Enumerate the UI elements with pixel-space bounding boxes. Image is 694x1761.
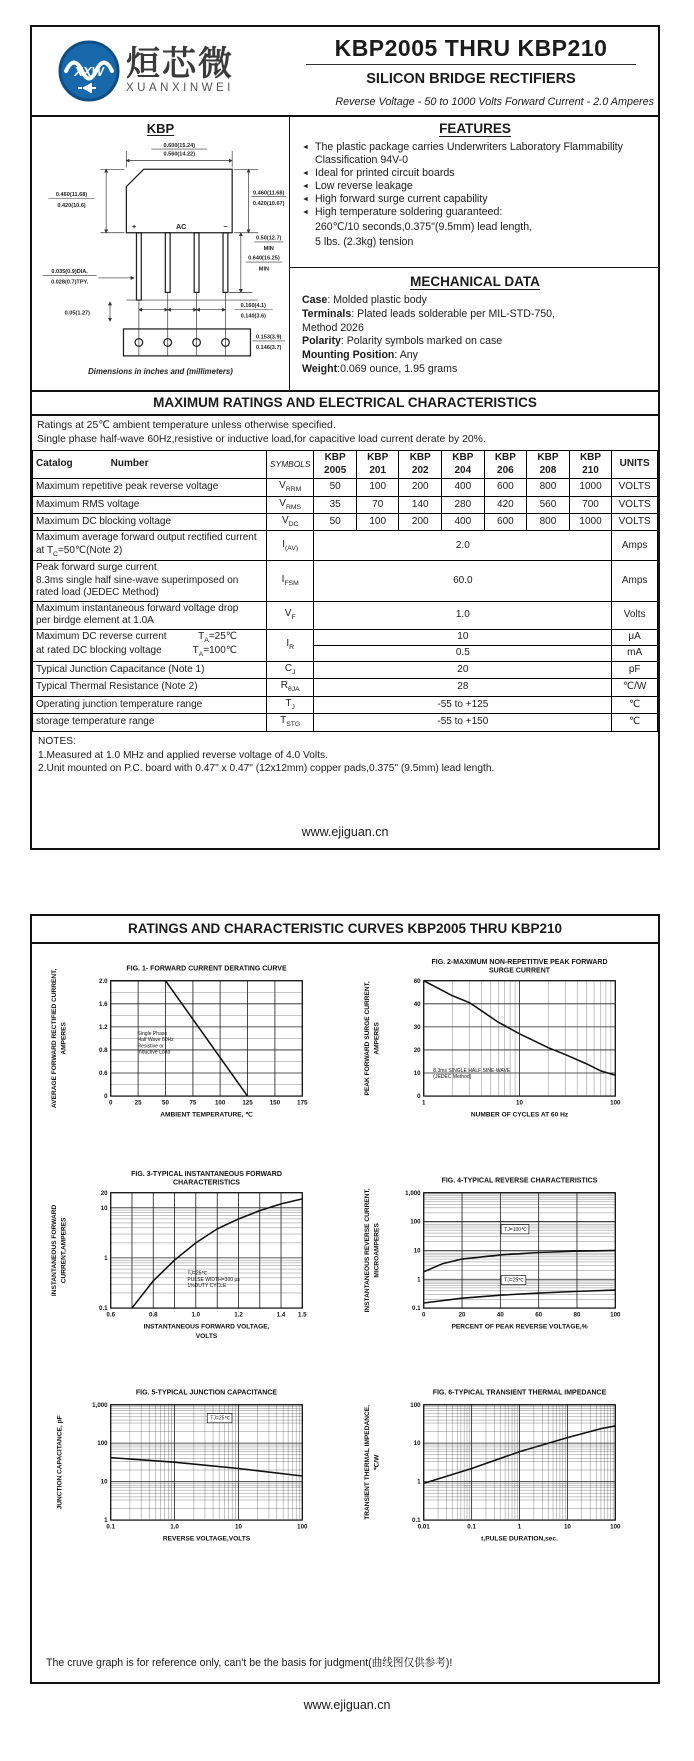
row-label: Peak forward surge current 8.3ms single half sine-wave superimposed on rated load (JEDEC Method) [33, 561, 267, 602]
svg-text:t,PULSE DURATION,sec.: t,PULSE DURATION,sec. [480, 1535, 558, 1543]
cell-value: 70 [356, 496, 399, 513]
arrow-bullet-icon: ◄ [302, 144, 309, 151]
row-label: Maximum RMS voltage [33, 496, 267, 513]
lead-1 [136, 233, 141, 300]
svg-text:1.5: 1.5 [297, 1311, 307, 1319]
cell-value: 700 [569, 496, 612, 513]
lead-4 [223, 233, 228, 293]
mechanical-data-section [290, 268, 658, 390]
svg-text:0.1: 0.1 [98, 1305, 108, 1313]
minus-terminal-mark: − [222, 221, 228, 231]
svg-text:25: 25 [134, 1099, 142, 1107]
svg-text:0.1: 0.1 [105, 1523, 115, 1531]
svg-text:INSTANTANEOUS FORWARD: INSTANTANEOUS FORWARD [50, 1204, 58, 1297]
feature-item: ◄ Ideal for printed circuit boards [302, 166, 455, 179]
svg-text:60: 60 [534, 1311, 542, 1319]
svg-text:100: 100 [214, 1099, 225, 1107]
svg-text:TJ=100℃: TJ=100℃ [503, 1226, 527, 1233]
svg-text:FIG. 4-TYPICAL REVERSE CHARACT: FIG. 4-TYPICAL REVERSE CHARACTERISTICS [441, 1177, 597, 1185]
svg-text:AMPERES: AMPERES [372, 1022, 380, 1055]
svg-text:0.8: 0.8 [98, 1046, 108, 1054]
cell-value: 100 [356, 479, 399, 496]
features-list [302, 141, 648, 219]
svg-text:100: 100 [609, 1311, 620, 1319]
row-label: Maximum DC blocking voltage [33, 514, 267, 531]
dim-right-height-max: 0.460(11.68) [252, 190, 284, 197]
ratings-tagline: Reverse Voltage - 50 to 1000 Volts Forward Current - 2.0 Amperes [335, 96, 654, 108]
figure-1-derating-curve [46, 956, 332, 1162]
ratings-condition-line1: Ratings at 25℃ ambient temperature unless otherwise specified. [37, 420, 336, 431]
svg-text:60: 60 [413, 977, 421, 985]
part-column-header: KBP 206 [484, 451, 527, 479]
svg-text:TRANSIENT THERMAL IMPEDANCE,: TRANSIENT THERMAL IMPEDANCE, [363, 1405, 371, 1520]
svg-text:AVERAGE FORWARD RECTIFIED CURR: AVERAGE FORWARD RECTIFIED CURRENT, [50, 968, 58, 1109]
cell-unit: ℃ [612, 714, 658, 731]
svg-text:XXW: XXW [74, 64, 104, 79]
svg-text:(JEDEC Method): (JEDEC Method) [432, 1074, 471, 1081]
svg-text:AMPERES: AMPERES [59, 1022, 67, 1055]
svg-text:REVERSE VOLTAGE,VOLTS: REVERSE VOLTAGE,VOLTS [162, 1535, 250, 1543]
svg-text:MICROAMPERES: MICROAMPERES [372, 1223, 380, 1278]
soldering-note-line2: 5 lbs. (2.3kg) tension [315, 235, 414, 248]
svg-text:175: 175 [296, 1099, 307, 1107]
title-block [284, 27, 658, 115]
svg-text:0.6: 0.6 [105, 1311, 115, 1319]
cell-unit: ℃ [612, 696, 658, 713]
logo-chinese-name: 烜芯微 [126, 45, 234, 84]
table-row [33, 629, 658, 645]
cell-value: 400 [442, 514, 485, 531]
svg-text:20: 20 [413, 1046, 421, 1054]
dim-lead-length-min-label: MIN [258, 266, 269, 273]
cell-value: 1000 [569, 479, 612, 496]
symbols-header: SYMBOLS [267, 451, 314, 479]
svg-text:1: 1 [416, 1276, 421, 1284]
figure-4-reverse-characteristics [359, 1168, 645, 1374]
svg-text:PULSE WIDTH=300 μs: PULSE WIDTH=300 μs [186, 1276, 240, 1283]
table-row [33, 496, 658, 513]
dim-lead-diameter-typ: 0.028(0.7)TPY. [50, 279, 88, 286]
row-symbol: $I_R$ [267, 629, 314, 661]
svg-text:20: 20 [458, 1311, 465, 1319]
table-row [33, 514, 658, 531]
svg-text:FIG. 1- FORWARD CURRENT DERATI: FIG. 1- FORWARD CURRENT DERATING CURVE [125, 965, 287, 973]
row-symbol: $T_J$ [267, 696, 314, 713]
svg-text:100: 100 [609, 1523, 620, 1531]
cell-unit: pF [612, 661, 658, 678]
svg-text:FIG. 2-MAXIMUM NON-REPETITIVE: FIG. 2-MAXIMUM NON-REPETITIVE PEAK FORWARD [430, 959, 608, 967]
svg-text:Single Phase: Single Phase [137, 1030, 167, 1037]
svg-text:1: 1 [421, 1099, 425, 1107]
mech-row: Case: Molded plastic body [302, 294, 427, 306]
mech-row: Terminals: Plated leads solderable per MIL-STD-750, [302, 307, 556, 320]
svg-text:1: 1 [103, 1254, 108, 1262]
mech-row: Method 2026 [302, 321, 364, 334]
svg-text:1.4: 1.4 [276, 1311, 285, 1319]
dimension-caption: Dimensions in inches and (millimeters) [88, 367, 233, 376]
svg-text:CURRENT,AMPERES: CURRENT,AMPERES [59, 1217, 67, 1284]
svg-text:75: 75 [188, 1099, 196, 1107]
units-header: UNITS [612, 451, 658, 479]
figure-2-surge-current [359, 956, 645, 1162]
notes-section [32, 732, 658, 776]
dim-lead-pitch-max: 0.160(4.1) [240, 302, 266, 309]
dim-left-height-min: 0.420(10.6) [56, 202, 86, 209]
plus-terminal-mark: + [131, 221, 136, 231]
row-symbol: $V_{DC}$ [267, 514, 314, 531]
figure-grid [32, 944, 658, 1586]
cell-unit: Amps [612, 561, 658, 602]
cell-value: 200 [399, 514, 442, 531]
cell-unit: Amps [612, 531, 658, 561]
cell-unit: Volts [612, 601, 658, 629]
lead-2 [165, 233, 170, 293]
features-section [290, 117, 658, 268]
row-symbol: $I_{FSM}$ [267, 561, 314, 602]
svg-text:INSTANTANEOUS FORWARD VOLTAGE,: INSTANTANEOUS FORWARD VOLTAGE, [143, 1323, 269, 1331]
feature-item: ◄ Low reverse leakage [302, 179, 413, 192]
svg-text:TJ=25℃: TJ=25℃ [186, 1270, 207, 1277]
cell-unit: VOLTS [612, 514, 658, 531]
table-header-row [33, 451, 658, 479]
package-outline-section [32, 117, 290, 390]
cell-unit: VOLTS [612, 479, 658, 496]
dim-top-width-min: 0.560(14.22) [163, 151, 195, 158]
svg-text:10: 10 [234, 1523, 242, 1531]
arrow-bullet-icon: ◄ [302, 208, 309, 216]
dim-lead-diameter: 0.035(0.9)DIA. [50, 269, 88, 276]
svg-text:20: 20 [100, 1189, 108, 1197]
row-symbol: $R_{\theta JA}$ [267, 679, 314, 696]
dim-right-min: 0.50(12.7) [255, 235, 281, 242]
row-symbol: $V_{RMS}$ [267, 496, 314, 513]
reference-disclaimer: The cruve graph is for reference only, can't be the basis for judgment(曲线图仅供参考)! [46, 1657, 453, 1669]
svg-text:30: 30 [413, 1023, 421, 1031]
cell-value: 28 [314, 679, 612, 696]
svg-text:TJ=25℃: TJ=25℃ [209, 1415, 230, 1422]
features-title: FEATURES [439, 121, 511, 136]
table-row [33, 561, 658, 602]
part-column-header: KBP 204 [442, 451, 485, 479]
svg-text:0: 0 [421, 1311, 425, 1319]
note-2: 2.Unit mounted on P.C. board with 0.47" x 0.47" (12x12mm) copper pads,0.375" (9.5mm) lead length. [38, 763, 495, 775]
svg-text:AMBIENT TEMPERATURE, ℃: AMBIENT TEMPERATURE, ℃ [159, 1111, 253, 1119]
website-link: www.ejiguan.cn [303, 1698, 391, 1712]
svg-text:0.1: 0.1 [466, 1523, 476, 1531]
row-symbol: $C_J$ [267, 661, 314, 678]
datasheet-page-2 [30, 914, 660, 1684]
row-label: Maximum repetitive peak reverse voltage [33, 479, 267, 496]
cell-value: 400 [442, 479, 485, 496]
row-label: Operating junction temperature range [33, 696, 267, 713]
row-symbol: $I_{(AV)}$ [267, 531, 314, 561]
svg-text:JUNCTION CAPACITANCE, pF: JUNCTION CAPACITANCE, pF [55, 1415, 63, 1510]
cell-unit: mA [612, 645, 658, 661]
part-column-header: KBP 202 [399, 451, 442, 479]
svg-text:PEAK FORWARD SURGE CURRENT,: PEAK FORWARD SURGE CURRENT, [363, 981, 371, 1096]
svg-text:1.0: 1.0 [169, 1523, 179, 1531]
cell-value: 60.0 [314, 561, 612, 602]
dim-hole-min: 0.146(3.7) [255, 345, 281, 352]
catalog-number-header: Catalog Number [33, 451, 267, 479]
cell-value: 800 [527, 514, 570, 531]
svg-text:FIG. 3-TYPICAL INSTANTANEOUS F: FIG. 3-TYPICAL INSTANTANEOUS FORWARD [130, 1171, 282, 1179]
svg-text:INSTANTANEOUS REVERSE CURRENT,: INSTANTANEOUS REVERSE CURRENT, [363, 1188, 371, 1313]
svg-text:0.1: 0.1 [411, 1517, 421, 1525]
row-label: storage temperature range [33, 714, 267, 731]
cell-value: 800 [527, 479, 570, 496]
arrow-bullet-icon: ◄ [302, 182, 309, 190]
dim-top-width-max: 0.600(15.24) [163, 143, 195, 150]
cell-value: 200 [399, 479, 442, 496]
svg-text:100: 100 [296, 1523, 307, 1531]
package-name: KBP [146, 121, 175, 136]
svg-text:1: 1 [416, 1478, 421, 1486]
svg-text:0: 0 [103, 1093, 108, 1101]
company-logo [32, 27, 284, 115]
row-label: Typical Thermal Resistance (Note 2) [33, 679, 267, 696]
cell-value: 1.0 [314, 601, 612, 629]
svg-text:0: 0 [108, 1099, 112, 1107]
svg-text:100: 100 [96, 1440, 108, 1448]
svg-text:1.2: 1.2 [233, 1311, 243, 1319]
ratings-conditions [32, 416, 658, 450]
table-row [33, 601, 658, 629]
svg-text:1%DUTY CYCLE: 1%DUTY CYCLE [186, 1282, 226, 1289]
svg-text:VOLTS: VOLTS [195, 1332, 217, 1340]
table-row [33, 661, 658, 678]
figure-5-junction-capacitance [46, 1380, 332, 1586]
svg-text:PERCENT OF PEAK REVERSE VOLTAG: PERCENT OF PEAK REVERSE VOLTAGE,% [450, 1323, 588, 1331]
part-column-header: KBP 2005 [314, 451, 357, 479]
svg-text:10: 10 [563, 1523, 571, 1531]
part-column-header: KBP 210 [569, 451, 612, 479]
svg-text:10: 10 [413, 1247, 421, 1255]
ac-terminal-mark: AC [175, 221, 186, 231]
website-link: www.ejiguan.cn [301, 825, 389, 839]
dim-lead-length: 0.640(16.25) [247, 255, 280, 262]
figure-3-forward-characteristics [46, 1168, 332, 1374]
table-row [33, 679, 658, 696]
svg-text:100: 100 [409, 1401, 421, 1409]
svg-text:1,000: 1,000 [404, 1189, 421, 1197]
logo-english-name: XUANXINWEI [126, 82, 234, 95]
header [32, 27, 658, 117]
cell-unit: μA [612, 629, 658, 645]
note-1: 1.Measured at 1.0 MHz and applied reverse voltage of 4.0 Volts. [38, 749, 328, 761]
svg-text:℃/W: ℃/W [372, 1454, 380, 1471]
document-subtitle: SILICON BRIDGE RECTIFIERS [366, 71, 576, 87]
cell-value: 420 [484, 496, 527, 513]
cell-value: 280 [442, 496, 485, 513]
cell-value: 10 [314, 629, 612, 645]
svg-text:8.3ms SINGLE HALF SINE-WAVE: 8.3ms SINGLE HALF SINE-WAVE [432, 1067, 510, 1074]
svg-text:1.6: 1.6 [98, 1000, 108, 1008]
document-title: KBP2005 THRU KBP210 [334, 35, 608, 61]
figure-6-thermal-impedance [359, 1380, 645, 1586]
cell-value: 50 [314, 479, 357, 496]
row-symbol: $V_F$ [267, 601, 314, 629]
lead-3 [194, 233, 199, 293]
datasheet-page-1 [30, 25, 660, 850]
svg-text:10: 10 [100, 1478, 108, 1486]
mechanical-data-title: MECHANICAL DATA [410, 274, 540, 289]
svg-text:NUMBER OF CYCLES AT 60 Hz: NUMBER OF CYCLES AT 60 Hz [470, 1111, 568, 1119]
notes-title: NOTES: [38, 735, 76, 747]
svg-text:10: 10 [515, 1099, 523, 1107]
cell-value: -55 to +125 [314, 696, 612, 713]
mech-row: Mounting Position: Any [302, 349, 418, 362]
svg-text:FIG. 5-TYPICAL JUNCTION CAPACI: FIG. 5-TYPICAL JUNCTION CAPACITANCE [135, 1389, 277, 1397]
curves-section-title: RATINGS AND CHARACTERISTIC CURVES KBP2005 THRU KBP210 [32, 916, 658, 944]
svg-text:0.01: 0.01 [417, 1523, 430, 1531]
dim-hole-max: 0.153(3.9) [255, 334, 281, 341]
cell-value: 1000 [569, 514, 612, 531]
mech-row: Weight:0.069 ounce, 1.95 grams [302, 362, 458, 375]
svg-text:FIG. 6-TYPICAL TRANSIENT THERM: FIG. 6-TYPICAL TRANSIENT THERMAL IMPEDANCE [432, 1389, 606, 1397]
cell-value: 2.0 [314, 531, 612, 561]
cell-value: 140 [399, 496, 442, 513]
table-row [33, 714, 658, 731]
dim-lead-offset: 0.05(1.27) [64, 310, 90, 317]
cell-value: 100 [356, 514, 399, 531]
row-label: Maximum DC reverse current $T_A=25℃$ at rated DC blocking voltage $T_A=100℃$ [33, 629, 267, 661]
dim-right-height-min: 0.420(10.67) [252, 200, 284, 207]
svg-text:SURGE CURRENT: SURGE CURRENT [488, 967, 550, 975]
feature-item: ◄ High forward surge current capability [302, 192, 488, 205]
cell-value: 0.5 [314, 645, 612, 661]
svg-text:TJ=25℃: TJ=25℃ [503, 1277, 524, 1284]
cell-value: 50 [314, 514, 357, 531]
ratings-condition-line2: Single phase half-wave 60Hz,resistive or inductive load,for capacitive load current derate by 20%. [37, 433, 486, 445]
row-label: Maximum average forward output rectified current at $T_C=50℃(Note$ 2) [33, 531, 267, 561]
svg-text:10: 10 [100, 1204, 108, 1212]
dim-lead-pitch-min: 0.140(3.6) [240, 313, 266, 320]
svg-text:150: 150 [269, 1099, 280, 1107]
svg-text:1,000: 1,000 [91, 1401, 108, 1409]
cell-unit: ℃/W [612, 679, 658, 696]
svg-text:CHARACTERISTICS: CHARACTERISTICS [172, 1179, 240, 1187]
cell-value: 600 [484, 514, 527, 531]
svg-text:100: 100 [609, 1099, 620, 1107]
svg-text:0.1: 0.1 [411, 1305, 421, 1313]
arrow-bullet-icon: ◄ [302, 169, 309, 177]
svg-text:0: 0 [416, 1093, 421, 1101]
svg-text:40: 40 [496, 1311, 504, 1319]
svg-text:Half Wave 60Hz: Half Wave 60Hz [137, 1037, 174, 1044]
part-column-header: KBP 201 [356, 451, 399, 479]
feature-item: ◄ The plastic package carries Underwriters Laboratory Flammability Classification 94V-0 [302, 141, 623, 166]
svg-text:80: 80 [573, 1311, 580, 1319]
dim-left-height-max: 0.460(11.68) [55, 192, 87, 199]
ratings-table [32, 450, 658, 732]
svg-text:50: 50 [161, 1099, 169, 1107]
svg-text:1: 1 [103, 1517, 108, 1525]
svg-text:10: 10 [413, 1070, 421, 1078]
soldering-note-line1: 260℃/10 seconds,0.375"(9.5mm) lead length, [315, 220, 533, 233]
table-row [33, 696, 658, 713]
svg-text:Inductive Load: Inductive Load [137, 1049, 170, 1056]
mech-row: Polarity: Polarity symbols marked on case [302, 335, 503, 348]
row-symbol: $T_{STG}$ [267, 714, 314, 731]
package-dimension-drawing [35, 138, 287, 366]
row-label: Typical Junction Capacitance (Note 1) [33, 661, 267, 678]
ratings-section-title: MAXIMUM RATINGS AND ELECTRICAL CHARACTERISTICS [32, 392, 658, 416]
cell-value: 560 [527, 496, 570, 513]
title-divider [306, 64, 636, 65]
svg-text:0.6: 0.6 [98, 1070, 108, 1078]
cell-unit: VOLTS [612, 496, 658, 513]
logo-mark-icon [58, 40, 120, 102]
table-row [33, 479, 658, 496]
row-label: Maximum instantaneous forward voltage drop per birdge element at 1.0A [33, 601, 267, 629]
arrow-bullet-icon: ◄ [302, 195, 309, 203]
cell-value: 20 [314, 661, 612, 678]
svg-text:Resistive or: Resistive or [137, 1043, 164, 1050]
svg-text:100: 100 [409, 1218, 421, 1226]
row-symbol: $V_{RRM}$ [267, 479, 314, 496]
svg-text:1.2: 1.2 [98, 1023, 108, 1031]
cell-value: -55 to +150 [314, 714, 612, 731]
part-column-header: KBP 208 [527, 451, 570, 479]
feature-item: ◄ High temperature soldering guaranteed: [302, 205, 503, 218]
table-row [33, 531, 658, 561]
svg-text:10: 10 [413, 1440, 421, 1448]
svg-text:0.8: 0.8 [148, 1311, 158, 1319]
svg-text:125: 125 [241, 1099, 253, 1107]
svg-text:1.0: 1.0 [190, 1311, 200, 1319]
cell-value: 600 [484, 479, 527, 496]
dim-right-min-label: MIN [263, 246, 274, 253]
cell-value: 35 [314, 496, 357, 513]
svg-text:1: 1 [517, 1523, 521, 1531]
svg-text:40: 40 [413, 1000, 421, 1008]
svg-text:2.0: 2.0 [98, 977, 108, 985]
